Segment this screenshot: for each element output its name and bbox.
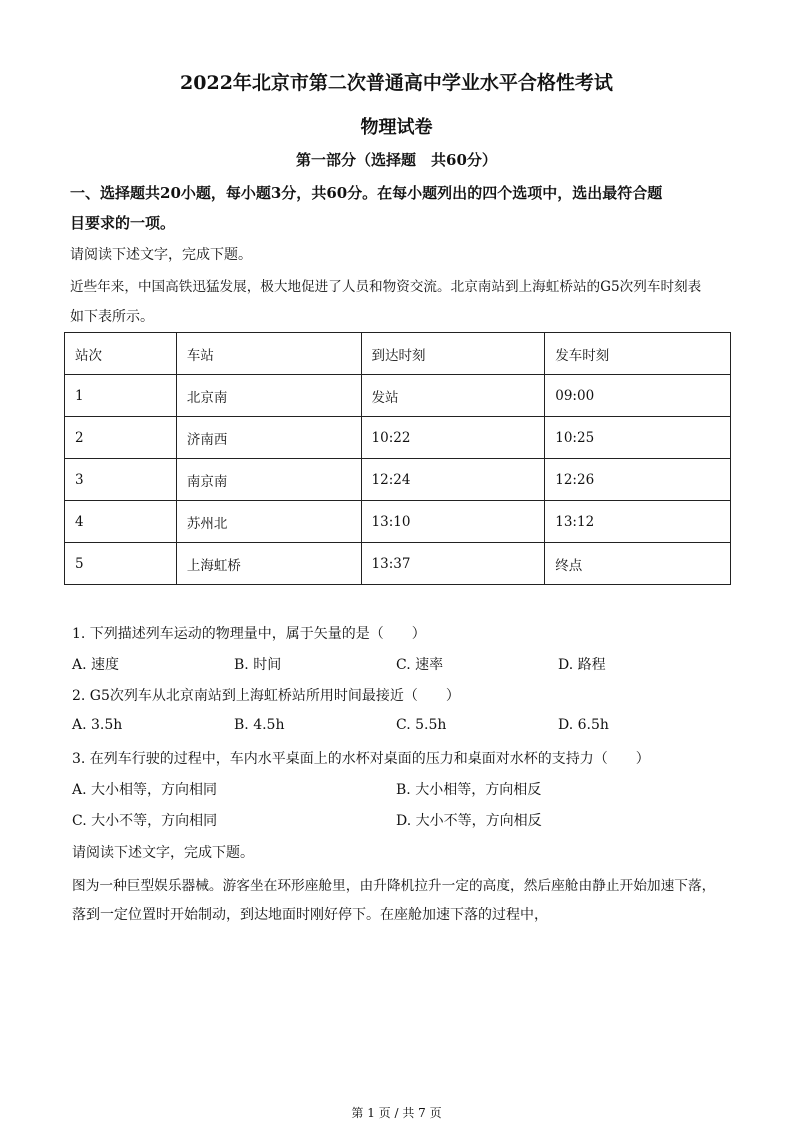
question-2-option-c: C. 5.5h [396,717,447,733]
table-cell: 12:24 [361,459,545,501]
table-cell: 5 [65,543,177,585]
timetable [64,332,731,585]
question-1-option-d: D. 路程 [558,657,606,673]
question-1-option-a: A. 速度 [72,657,120,673]
passage1-line2: 如下表所示。 [70,309,154,325]
table-cell: 2 [65,417,177,459]
table-cell: 终点 [545,543,731,585]
section-instruction-line1: 一、选择题共20小题，每小题3分，共60分。在每小题列出的四个选项中，选出最符合题 [70,184,663,202]
exam-subtitle: 物理试卷 [360,117,433,138]
question-3-option-b: B. 大小相等，方向相反 [396,782,542,798]
table-cell: 10:22 [361,417,545,459]
question-1-option-b: B. 时间 [234,657,282,673]
table-row [65,501,731,543]
question-2-option-a: A. 3.5h [72,717,123,733]
table-header-cell: 发车时刻 [545,333,731,375]
question-1-option-c: C. 速率 [396,657,444,673]
table-cell: 南京南 [176,459,361,501]
question-2-stem: 2. G5次列车从北京南站到上海虹桥站所用时间最接近（ ） [72,688,460,704]
question-3-option-a: A. 大小相等，方向相同 [72,782,218,798]
passage2-line2: 落到一定位置时开始制动，到达地面时刚好停下。在座舱加速下落的过程中， [72,907,548,923]
table-cell: 北京南 [176,375,361,417]
page-footer: 第 1 页 / 共 7 页 [351,1106,442,1120]
table-row [65,543,731,585]
passage2-line1: 图为一种巨型娱乐器械。游客坐在环形座舱里，由升降机拉升一定的高度，然后座舱由静止开始加速下落， [72,878,716,894]
table-header-cell: 到达时刻 [361,333,545,375]
passage1-line1: 近些年来，中国高铁迅猛发展，极大地促进了人员和物资交流。北京南站到上海虹桥站的G5次列车时刻表 [70,279,702,295]
table-cell: 上海虹桥 [176,543,361,585]
question-3-stem: 3. 在列车行驶的过程中，车内水平桌面上的水杯对桌面的压力和桌面对水杯的支持力（ ） [72,751,650,767]
question-1-stem: 1. 下列描述列车运动的物理量中，属于矢量的是（ ） [72,626,426,642]
question-3-option-c: C. 大小不等，方向相同 [72,813,218,829]
table-cell: 济南西 [176,417,361,459]
table-header-cell: 车站 [176,333,361,375]
table-cell: 10:25 [545,417,731,459]
table-cell: 09:00 [545,375,731,417]
table-cell: 3 [65,459,177,501]
table-header-cell: 站次 [65,333,177,375]
table-cell: 4 [65,501,177,543]
section-instruction-line2: 目要求的一项。 [70,214,176,232]
part-heading: 第一部分（选择题 共60分） [296,151,497,169]
passage2-intro: 请阅读下述文字，完成下题。 [72,845,254,861]
table-cell: 发站 [361,375,545,417]
table-row [65,459,731,501]
table-cell: 13:10 [361,501,545,543]
table-cell: 1 [65,375,177,417]
table-cell: 13:37 [361,543,545,585]
question-2-option-b: B. 4.5h [234,717,285,733]
table-header-row [65,333,731,375]
question-2-option-d: D. 6.5h [558,717,609,733]
passage1-intro: 请阅读下述文字，完成下题。 [70,247,252,263]
exam-title: 2022年北京市第二次普通高中学业水平合格性考试 [180,72,613,94]
question-3-option-d: D. 大小不等，方向相反 [396,813,542,829]
table-row [65,375,731,417]
table-row [65,417,731,459]
table-cell: 苏州北 [176,501,361,543]
table-cell: 13:12 [545,501,731,543]
table-cell: 12:26 [545,459,731,501]
